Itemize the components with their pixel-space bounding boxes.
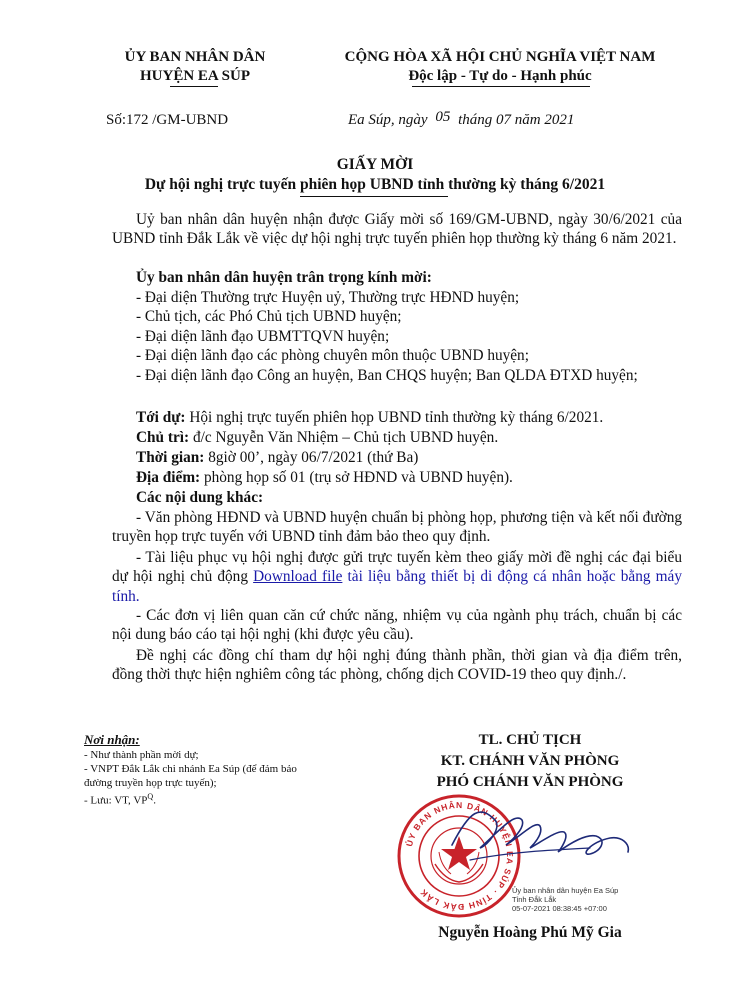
stamp-caption-3: 05-07-2021 08:38:45 +07:00 (512, 904, 607, 913)
other-item-1: - Văn phòng HĐND và UBND huyện chuẩn bị phòng họp, phương tiện và kết nối đường truyền họp trực tuyến với UBND tỉnh đảm bảo theo quy định. (112, 509, 682, 546)
recipients-block (84, 732, 354, 808)
sig-title-3: PHÓ CHÁNH VĂN PHÒNG (436, 774, 624, 790)
other-heading: Các nội dung khác: (136, 489, 264, 506)
sig-title-1: TL. CHỦ TỊCH (478, 732, 582, 748)
national-motto (290, 48, 710, 86)
place-value: phòng họp số 01 (trụ sở HĐND và UBND huyện). (200, 469, 513, 486)
motto-underline (412, 86, 590, 87)
recipient-item: - VNPT Đắk Lắk chi nhánh Ea Súp (để đảm bảo đường truyền họp trực tuyến); (84, 763, 297, 789)
recipients-heading: Nơi nhận: (84, 732, 140, 747)
doc-number: Số:172 /GM-UBND (106, 112, 229, 128)
attend-value: Hội nghị trực tuyến phiên họp UBND tỉnh thường kỳ tháng 6/2021. (185, 409, 604, 426)
signer-name: Nguyễn Hoàng Phú Mỹ Gia (438, 924, 622, 941)
time-label: Thời gian: (136, 449, 205, 466)
date-day: 05 (435, 109, 451, 125)
attend-label: Tới dự: (136, 409, 186, 426)
invite-heading: Ủy ban nhân dân huyện trân trọng kính mời: (136, 269, 432, 286)
other-item-2 (112, 548, 682, 606)
digital-stamp-caption (512, 886, 682, 913)
sig-title-2: KT. CHÁNH VĂN PHÒNG (440, 753, 620, 769)
other-item-3: - Các đơn vị liên quan căn cứ chức năng, nhiệm vụ của ngành phụ trách, chuẩn bị các nội dung báo cáo tại hội nghị (khi được yêu cầu). (112, 607, 682, 644)
download-file-link[interactable]: Download file (253, 568, 343, 586)
stamp-caption-2: Tỉnh Đắk Lắk (512, 895, 557, 904)
recipient-item-last: - Lưu: VT, $VP^Q$. (84, 792, 156, 807)
invitee-item: - Đại diện lãnh đạo các phòng chuyên môn thuộc UBND huyện; (136, 347, 529, 364)
invitee-item: - Đại diện lãnh đạo UBMTTQVN huyện; (136, 328, 390, 345)
org-line-1: ỦY BAN NHÂN DÂN (124, 49, 266, 65)
recipient-item: - Như thành phần mời dự; (84, 749, 199, 761)
org-line-2: HUYỆN EA SÚP (139, 68, 251, 84)
issuing-org (70, 48, 320, 86)
subtitle-underline (300, 196, 448, 197)
nation-line-2: Độc lập - Tự do - Hạnh phúc (408, 68, 592, 84)
chair-label: Chủ trì: (136, 429, 190, 446)
doc-subtitle: Dự hội nghị trực tuyến phiên họp UBND tỉnh thường kỳ tháng 6/2021 (144, 176, 606, 193)
time-value: 8giờ 00’, ngày 06/7/2021 (thứ Ba) (204, 449, 419, 466)
attend-line (136, 408, 706, 427)
other-item-2-text-a: - Tài liệu phục vụ hội nghị được gửi trực tuyến kèm theo giấy mời đề nghị các đại biểu dự hội nghị chủ động (112, 549, 682, 586)
place-date (348, 109, 575, 129)
nation-line-1: CỘNG HÒA XÃ HỘI CHỦ NGHĨA VIỆT NAM (344, 49, 656, 65)
chair-value: đ/c Nguyễn Văn Nhiệm – Chủ tịch UBND huyện. (189, 429, 499, 446)
place-label: Địa điểm: (136, 469, 201, 486)
handwritten-signature-icon (440, 790, 640, 880)
recipient-sup: Q (147, 792, 154, 801)
invitee-item: - Đại diện lãnh đạo Công an huyện, Ban CHQS huyện; Ban QLDA ĐTXD huyện; (136, 367, 638, 384)
recipient-item-text: - Lưu: VT, VP (84, 794, 148, 807)
place-line (136, 468, 706, 487)
invitee-item: - Chủ tịch, các Phó Chủ tịch UBND huyện; (136, 308, 402, 325)
closing-paragraph: Đề nghị các đồng chí tham dự hội nghị đúng thành phần, thời gian và địa điểm trên, đồng thời thực hiện nghiêm công tác phòng, chống dịch COVID-19 theo quy định./. (112, 647, 682, 684)
chair-line (136, 428, 706, 447)
time-line (136, 448, 706, 467)
date-rest: tháng 07 năm 2021 (458, 112, 575, 128)
org-underline (170, 86, 218, 87)
intro-paragraph: Uỷ ban nhân dân huyện nhận được Giấy mời số 169/GM-UBND, ngày 30/6/2021 của UBND tỉnh Đắk Lắk về việc dự hội nghị trực tuyến phiên họp thường kỳ tháng 6 năm 2021. (112, 211, 682, 248)
place-date-prefix: Ea Súp, ngày (348, 112, 428, 128)
invitee-item: - Đại diện Thường trực Huyện uỷ, Thường trực HĐND huyện; (136, 289, 520, 306)
other-item-2-text-b: tài liệu bằng thiết bị di động cá nhân hoặc bằng máy tính. (112, 568, 682, 605)
stamp-caption-1: Ủy ban nhân dân huyện Ea Súp (512, 886, 619, 895)
seal-ring-text: ỦY BAN NHÂN DÂN HUYỆN EA SÚP · TỈNH ĐẮK LẮK (403, 799, 516, 913)
signature-titles (380, 730, 680, 793)
doc-title: GIẤY MỜI (336, 156, 414, 173)
